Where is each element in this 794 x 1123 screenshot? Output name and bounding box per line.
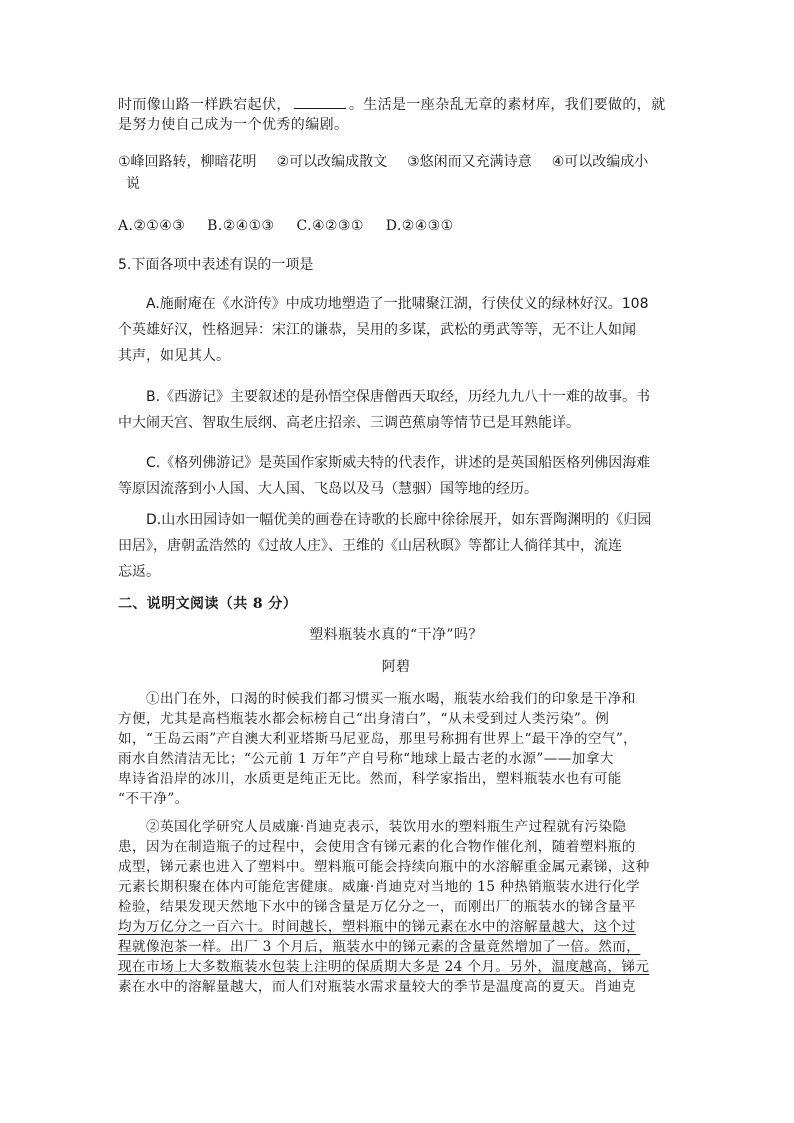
option-line: B.《西游记》主要叙述的是孙悟空保唐僧西天取经，历经九九八十一难的故事。书 [146,389,651,405]
q4-options [118,151,674,195]
para-line-underlined: 程就像泡茶一样。出厂 3 个月后，瓶装水中的锑元素的含量竟然增加了一倍。然而， [118,939,641,955]
paragraph-2 [118,817,674,997]
option-line: 个英雄好汉，性格迥异：宋江的谦恭，吴用的多谋，武松的勇武等等，无不让人如闻 [118,322,636,338]
para-line: 患，因为在制造瓶子的过程中，会使用含有锑元素的化合物作催化剂，随着塑料瓶的 [118,839,636,855]
para-line: 卑诗省沿岸的冰川，水质更是纯正无比。然而，科学家指出，塑料瓶装水也有可能 [118,771,622,787]
article-author: 阿碧 [381,659,411,675]
para-line: ①出门在外，口渴的时候我们都习惯买一瓶水喝，瓶装水给我们的印象是干净和 [146,691,636,707]
option-line: 中大闹天宫、智取生辰纲、高老庄招亲、三调芭蕉扇等情节已是耳熟能详。 [118,415,580,431]
passage-text: 时而像山路一样跌宕起伏， [118,97,291,113]
choice-b[interactable]: B.②④①③ [207,218,275,234]
para-line: 检验，结果发现天然地下水中的锑含量是万亿分之一，而刚出厂的瓶装水的锑含量平 [118,899,636,915]
fill-in-blank[interactable] [294,95,346,109]
para-line: 素在水中的溶解量越大，而人们对瓶装水需求量较大的季节是温度高的夏天。肖迪克 [118,979,636,995]
option-line: 其声，如见其人。 [118,348,230,364]
passage-line [118,95,674,115]
question-stem: 5.下面各项中表述有误的一项是 [118,257,314,273]
para-line: 如，“王岛云雨”产自澳大利亚塔斯马尼亚岛，那里号称拥有世界上“最干净的空气”， [118,731,638,747]
section-title: 二、说明文阅读（共 8 分） [118,596,298,612]
q5-stem [118,254,674,276]
para-line: ②英国化学研究人员威廉·肖迪克表示，装饮用水的塑料瓶生产过程就有污染隐 [146,819,627,835]
passage-text: 。生活是一座杂乱无章的素材库，我们要做的，就 [348,97,666,113]
q4-passage [118,95,674,135]
option-3: ③悠闲而又充满诗意 [407,154,532,170]
para-line: 元素长期积聚在体内可能危害健康。威廉·肖迪克对当地的 15 种热销瓶装水进行化学 [118,879,641,895]
para-line-underlined: 现在市场上大多数瓶装水包装上注明的保质期大多是 24 个月。另外，温度越高，锑元 [118,959,650,975]
paragraph-1 [118,689,674,809]
choice-a[interactable]: A.②①④③ [118,218,186,234]
para-line: “不干净”。 [118,791,189,807]
q4-choices [118,216,674,236]
q5-option-b[interactable] [118,384,674,436]
option-row [118,151,674,173]
q5-option-a[interactable] [118,291,674,369]
choice-row [118,216,674,236]
option-line: 田居》，唐朝孟浩然的《过故人庄》、王维的《山居秋暝》等都让人徜徉其中，流连 [118,538,622,554]
option-line: A.施耐庵在《水浒传》中成功地塑造了一批啸聚江湖，行侠仗义的绿林好汉。108 [146,296,649,312]
q5-option-d[interactable] [118,507,674,585]
article-title: 塑料瓶装水真的“干净”吗？ [309,627,483,643]
option-line: D.山水田园诗如一幅优美的画卷在诗歌的长廊中徐徐展开，如东晋陶渊明的《归园 [146,512,652,528]
choice-d[interactable]: D.②④③① [385,218,454,234]
para-line: 雨水自然清洁无比；“公元前 1 万年”产自号称“地球上最古老的水源”——加拿大 [118,751,614,767]
option-2: ②可以改编成散文 [276,154,388,170]
para-line: 成型，锑元素也进入了塑料中。塑料瓶可能会持续向瓶中的水溶解重金属元素锑，这种 [118,859,650,875]
option-line: 等原因流落到小人国、大人国、飞岛以及马（慧骃）国等地的经历。 [118,481,538,497]
option-line: C.《格列佛游记》是英国作家斯威夫特的代表作，讲述的是英国船医格列佛因海难 [146,455,651,471]
choice-c[interactable]: C.④②③① [296,218,364,234]
option-4-continued: 说 [126,176,140,192]
q5-option-c[interactable] [118,450,674,502]
option-1: ①峰回路转，柳暗花明 [118,154,257,170]
para-line-underlined: 均为万亿分之一百六十。时间越长，塑料瓶中的锑元素在水中的溶解量越大，这个过 [118,919,636,935]
para-line: 方便，尤其是高档瓶装水都会标榜自己“出身清白”，“从未受到过人类污染”。例 [118,711,610,727]
option-4: ④可以改编成小 [551,154,649,170]
section-heading [118,594,674,614]
article-header [118,625,674,677]
passage-line: 是努力使自己成为一个优秀的编剧。 [118,117,349,133]
option-line: 忘返。 [118,564,160,580]
